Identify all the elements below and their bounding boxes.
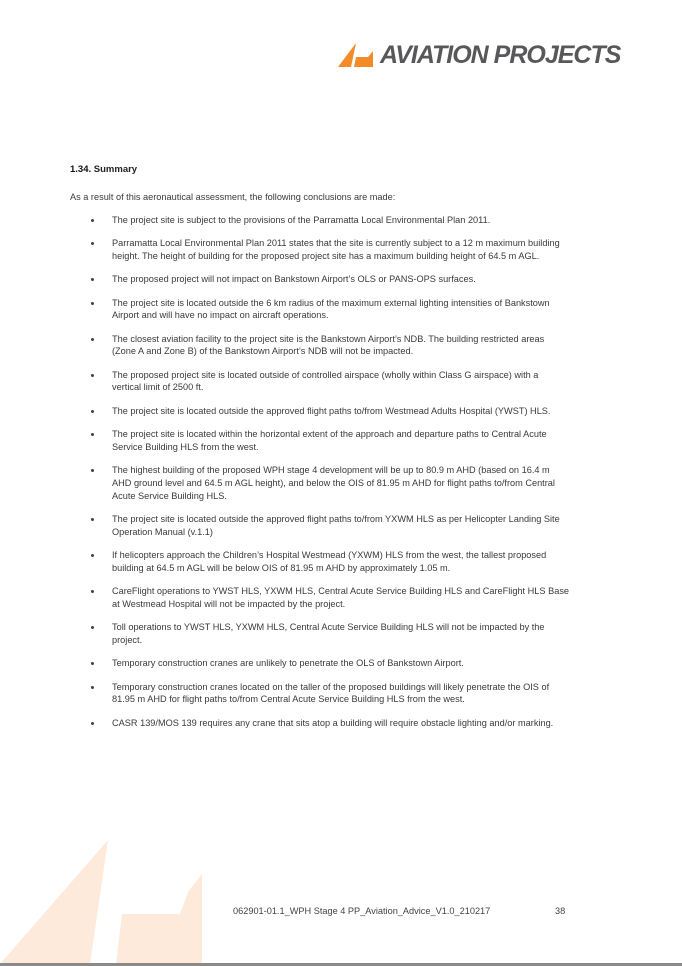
section-number: 1.34. [70,164,92,175]
bullet-icon [91,686,94,689]
list-item-text: Temporary construction cranes are unlikely to penetrate the OLS of Bankstown Airport. [112,658,464,669]
bullet-icon [91,242,94,245]
bullet-icon [91,219,94,222]
list-item [70,621,570,646]
section-heading [70,163,570,177]
bullet-icon [91,410,94,413]
list-item [70,657,570,670]
bullet-icon [91,433,94,436]
company-logo [338,40,620,70]
list-item-text: The project site is subject to the provisions of the Parramatta Local Environmental Plan 2011. [112,214,491,225]
list-item [70,237,570,262]
list-item [70,585,570,610]
list-item [70,369,570,394]
list-item [70,464,570,502]
bullet-icon [91,662,94,665]
section-title: Summary [93,164,138,175]
list-item [70,273,570,286]
bullet-icon [91,374,94,377]
watermark-logo-icon [0,840,210,964]
list-item-text: The closest aviation facility to the project site is the Bankstown Airport’s NDB. The building restricted areas (Zone A and Zone B) of the Bankstown Airport’s NDB will not be impacted. [112,333,545,357]
list-item-text: The project site is located outside the approved flight paths to/from YXWM HLS as per Helicopter Landing Site Operation Manual (v.1.1) [112,514,560,537]
page-number: 38 [555,906,566,916]
summary-section [70,163,570,740]
bullet-icon [91,590,94,593]
bullet-icon [91,469,94,472]
document-id: 062901-01.1_WPH Stage 4 PP_Aviation_Advice_V1.0_210217 [233,906,491,916]
bullet-icon [91,302,94,305]
conclusions-list [70,214,570,730]
bullet-icon [91,278,94,281]
list-item-text: The project site is located outside the 6 km radius of the maximum external lighting intensities of Bankstown Airport and will have no impact on aircraft operations. [112,297,550,321]
list-item-text: CareFlight operations to YWST HLS, YXWM HLS, Central Acute Service Building HLS and CareFlight HLS Base at Westmead Hospital will not be impacted by the project. [112,586,570,609]
list-item-text: The project site is located within the horizontal extent of the approach and departure paths to Central Acute Service Building HLS from the west. [112,429,547,452]
bullet-icon [91,626,94,629]
list-item-text: The project site is located outside the approved flight paths to/from Westmead Adults Hospital (YWST) HLS. [112,405,551,416]
list-item [70,549,570,574]
list-item-text: Temporary construction cranes located on the taller of the proposed buildings will likely penetrate the OIS of 81.95 m AHD for flight paths to/from Central Acute Service Building HLS from the west. [112,681,550,705]
logo-text: AVIATION PROJECTS [380,41,621,69]
logo-mark-icon [338,43,374,67]
list-item [70,513,570,538]
list-item-text: Toll operations to YWST HLS, YXWM HLS, Central Acute Service Building HLS will not be impacted by the project. [112,622,545,645]
list-item [70,405,570,418]
list-item [70,428,570,453]
list-item [70,297,570,322]
list-item-text: The proposed project will not impact on Bankstown Airport’s OLS or PANS-OPS surfaces. [112,274,476,285]
list-item [70,333,570,358]
bullet-icon [91,554,94,557]
list-item [70,214,570,227]
bullet-icon [91,518,94,521]
list-item [70,717,570,730]
list-item-text: The proposed project site is located outside of controlled airspace (wholly within Class G airspace) with a vertical limit of 2500 ft. [112,369,539,393]
list-item-text: The highest building of the proposed WPH stage 4 development will be up to 80.9 m AHD (based on 16.4 m AHD ground level and 64.5 m AGL height), and below the OIS of 81.95 m AHD for flight paths to/from Central Acute Service Building HLS. [112,465,555,501]
list-item-text: CASR 139/MOS 139 requires any crane that sits atop a building will require obstacle lighting and/or marking. [112,717,554,728]
list-item-text: Parramatta Local Environmental Plan 2011 states that the site is currently subject to a 12 m maximum building height. The height of building for the proposed project site has a maximum building height of 64.5 m AGL. [112,237,560,261]
list-item [70,681,570,706]
list-item-text: If helicopters approach the Children’s Hospital Westmead (YXWM) HLS from the west, the tallest proposed building at 64.5 m AGL will be below OIS of 81.95 m AHD by approximately 1.05 m. [112,550,547,573]
bullet-icon [91,722,94,725]
bullet-icon [91,338,94,341]
intro-paragraph: As a result of this aeronautical assessment, the following conclusions are made: [70,192,396,202]
